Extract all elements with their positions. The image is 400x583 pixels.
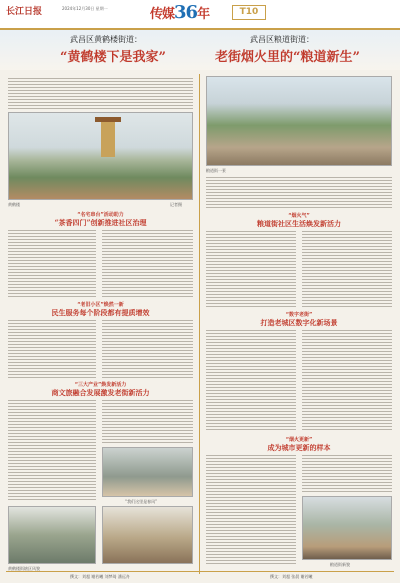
- brand-suffix: 年: [197, 7, 210, 22]
- right-subtitle: 武昌区粮道街道：: [250, 35, 314, 44]
- right-intro-text: [206, 175, 392, 209]
- right-section3-sub: “烟火更新”: [285, 437, 313, 443]
- left-section1-text-a: [8, 228, 96, 298]
- right-inset-caption: 粮道街新貌: [330, 562, 350, 567]
- issue-date: 2024年12月30日 星期一: [62, 6, 108, 11]
- right-section3-title: 成为城市更新的样本: [267, 443, 331, 452]
- right-headline: 老街烟火里的“粮道新生”: [215, 50, 360, 65]
- pagoda-tower-shape: [101, 119, 115, 157]
- right-section1-text-b: [302, 229, 392, 307]
- newspaper-masthead: 长江日报: [6, 7, 43, 17]
- left-section3-text-a: [8, 398, 96, 502]
- left-main-photo: [8, 112, 193, 200]
- right-section3-text-b: [302, 453, 392, 493]
- left-inset-caption: “我们这里是春风”: [125, 499, 158, 504]
- left-footer-credit: 撰文：刘超 谢若曦 刘梦琦 潘远舟: [70, 574, 130, 579]
- right-photo-caption: 粮道街一景: [206, 168, 226, 173]
- right-main-photo: [206, 76, 392, 166]
- brand-prefix: 传媒: [150, 7, 175, 22]
- left-section3-text-b: [102, 398, 193, 444]
- brand-number: 36: [174, 2, 198, 23]
- left-subtitle: 武昌区黄鹤楼街道：: [70, 35, 142, 44]
- right-section2-text-b: [302, 328, 392, 432]
- left-section1-sub: “名宅串台”活动助力: [77, 212, 124, 218]
- left-photo-caption: 黄鹤楼: [8, 202, 20, 207]
- right-footer-credit: 撰文：刘超 张晨 谢若曦: [270, 574, 313, 579]
- left-intro-text: [8, 76, 193, 110]
- left-section1-text-b: [102, 228, 193, 298]
- left-section3-sub: “三大产业”焕发新活力: [74, 382, 127, 388]
- left-section1-title: “茶香四门”创新推进社区治理: [54, 218, 147, 227]
- left-headline: “黄鹤楼下是我家”: [60, 50, 166, 65]
- page-number: T10: [232, 5, 266, 20]
- right-inset-photo: [302, 496, 392, 560]
- left-section2-text-a: [8, 318, 96, 378]
- footer-rule: [6, 571, 394, 572]
- left-bottom-photo-2: [102, 506, 193, 564]
- right-section2-text-a: [206, 328, 296, 432]
- left-bottom-caption: 黄鹤楼街辖区风貌: [8, 566, 40, 571]
- right-section2-title: 打造老城区数字化新场景: [260, 318, 338, 327]
- left-bottom-photo: [8, 506, 96, 564]
- left-section2-text-b: [102, 318, 193, 378]
- left-section2-title: 民生服务每个阶段都有提质增效: [51, 308, 150, 317]
- pagoda-roof-shape: [95, 117, 121, 122]
- right-section2-sub: “数字老街”: [285, 312, 313, 318]
- left-section3-title: 商文旅融合发展激发老街新活力: [51, 388, 150, 397]
- right-section1-title: 粮道街社区生活焕发新活力: [257, 219, 341, 228]
- right-section3-text-a: [206, 453, 296, 564]
- column-divider: [199, 74, 200, 574]
- left-section2-sub: “老旧小区”焕然一新: [77, 302, 124, 308]
- anniversary-logo: [150, 2, 209, 23]
- right-section1-text-a: [206, 229, 296, 307]
- right-section1-sub: “烟火气”: [288, 213, 310, 219]
- left-photo-credit: 记者摄: [170, 202, 182, 207]
- left-inset-photo: [102, 447, 193, 497]
